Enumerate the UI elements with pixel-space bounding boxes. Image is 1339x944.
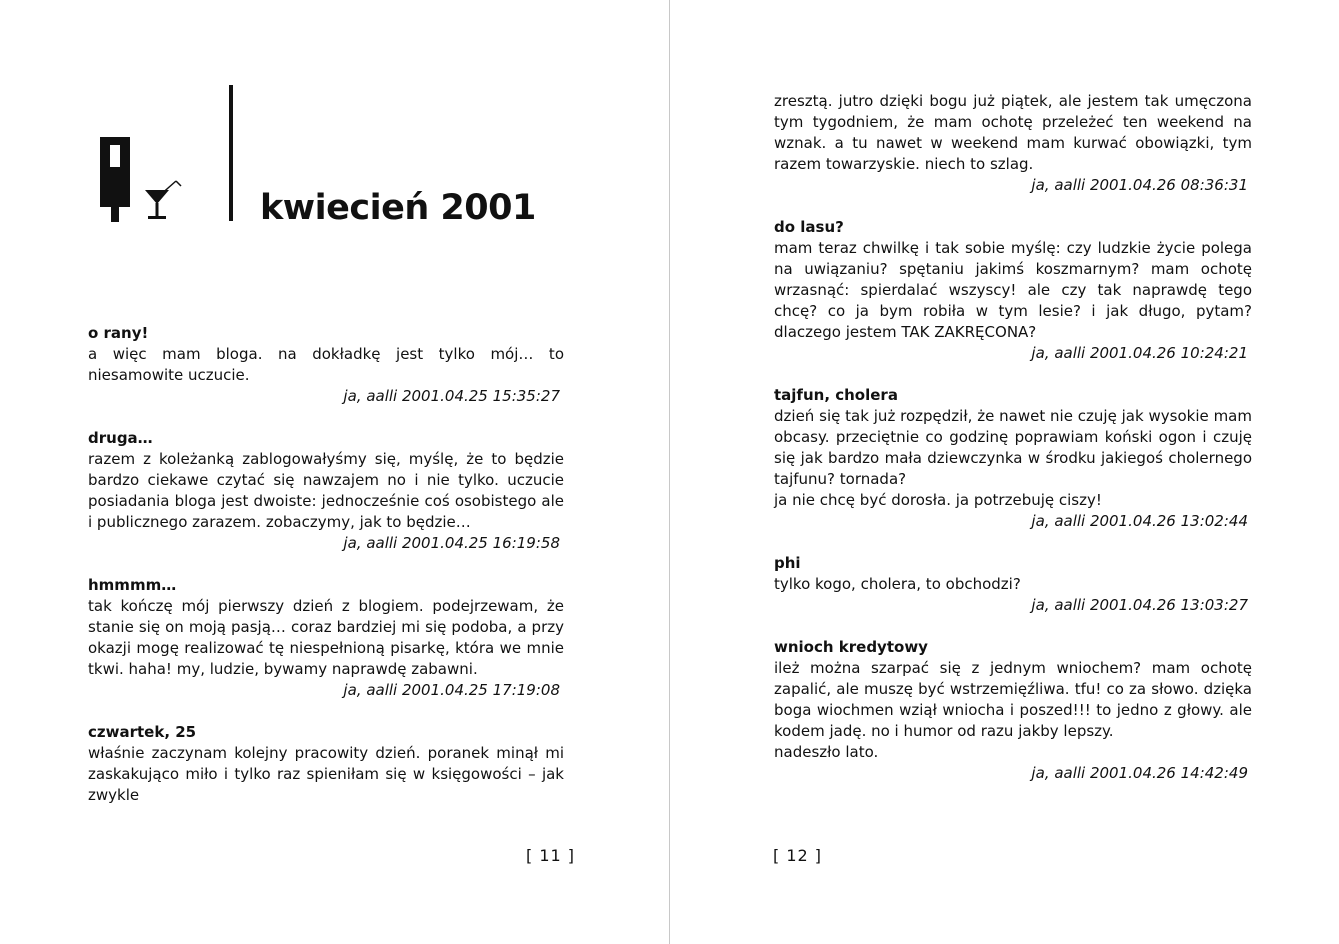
entry-text: właśnie zaczynam kolejny pracowity dzień. poranek minął mi zaskakująco miło i tylko raz spieniłam się w księgowości – jak zwykle	[88, 744, 564, 804]
header-vertical-rule	[229, 85, 233, 221]
entry-title: czwartek, 25	[88, 723, 197, 741]
blog-entry	[774, 637, 1252, 784]
entry-text: tak kończę mój pierwszy dzień z blogiem. podejrzewam, że stanie się on moją pasją… coraz bardziej mi się podoba, a przy okazji mogę realizować tę niespełnioną pisarkę, która we mnie tkwi. haha! my, ludzie, bywamy naprawdę zabawni.	[88, 597, 564, 678]
cocktail-glass-icon	[143, 178, 183, 220]
page-number: [ 12 ]	[773, 846, 823, 865]
bottle-icon	[100, 137, 130, 222]
blog-entry	[88, 575, 564, 701]
entry-text: zresztą. jutro dzięki bogu już piątek, ale jestem tak umęczona tym tygodniem, że mam ochotę przeleżeć ten weekend na wznak. a tu nawet w weekend mam kurwać obowiązki, tym razem towarzyskie. niech to szlag.	[774, 92, 1252, 173]
entry-text: ileż można szarpać się z jednym wniochem? mam ochotę zapalić, ale muszę być wstrzemięźliwa. tfu! co za słowo. dzięka boga wiochmen wziął wniocha i poszed!!! to jedno z głowy. ale kodem jadę. no i humor od razu jakby lepszy. nadeszło lato.	[774, 659, 1252, 761]
entry-title: o rany!	[88, 324, 149, 342]
entry-signature: ja, aalli 2001.04.26 13:03:27	[1031, 596, 1248, 614]
blog-entry	[774, 217, 1252, 364]
blog-entry	[88, 323, 564, 407]
entry-signature: ja, aalli 2001.04.26 14:42:49	[1031, 764, 1248, 782]
blog-entry	[88, 428, 564, 554]
entry-text: razem z koleżanką zablogowałyśmy się, myślę, że to będzie bardzo ciekawe czytać się nawzajem no i nie tylko. uczucie posiadania bloga jest dwoiste: jednocześnie coś osobistego ale i publicznego zarazem. zobaczymy, jak to będzie…	[88, 450, 564, 531]
entry-signature: ja, aalli 2001.04.26 13:02:44	[1031, 512, 1248, 530]
entry-text: mam teraz chwilkę i tak sobie myślę: czy ludzkie życie polega na uwiązaniu? spętaniu jakimś koszmarnym? mam ochotę wrzasnąć: spierdalać wszyscy! ale czy tak naprawdę tego chcę? co ja bym robiła w tym lesie? i jak długo, pytam? dlaczego jestem TAK ZAKRĘCONA?	[774, 239, 1252, 341]
blog-entry	[774, 385, 1252, 532]
blog-entry	[774, 553, 1252, 616]
blog-entry-continuation	[774, 91, 1252, 196]
page-number: [ 11 ]	[526, 846, 576, 865]
entry-signature: ja, aalli 2001.04.25 15:35:27	[343, 387, 560, 405]
entry-title: do lasu?	[774, 218, 844, 236]
entry-signature: ja, aalli 2001.04.25 17:19:08	[343, 681, 560, 699]
entry-title: druga…	[88, 429, 153, 447]
entry-text: a więc mam bloga. na dokładkę jest tylko mój… to niesamowite uczucie.	[88, 345, 564, 384]
entry-title: tajfun, cholera	[774, 386, 898, 404]
entry-title: phi	[774, 554, 801, 572]
entry-title: hmmmm…	[88, 576, 177, 594]
blog-entry	[88, 722, 564, 806]
left-column	[88, 323, 564, 827]
entry-text: dzień się tak już rozpędził, że nawet nie czuję jak wysokie mam obcasy. przeciętnie co godzinę poprawiam koński ogon i czuję się jak bardzo mała dziewczynka w środku jakiegoś cholernego tajfunu? tornada? ja nie chcę być dorosła. ja potrzebuję ciszy!	[774, 407, 1252, 509]
entry-text: tylko kogo, cholera, to obchodzi?	[774, 575, 1021, 593]
entry-signature: ja, aalli 2001.04.25 16:19:58	[343, 534, 560, 552]
chapter-title: kwiecień 2001	[260, 188, 536, 228]
left-page	[0, 0, 669, 944]
entry-title: wnioch kredytowy	[774, 638, 928, 656]
entry-signature: ja, aalli 2001.04.26 10:24:21	[1031, 344, 1248, 362]
entry-signature: ja, aalli 2001.04.26 08:36:31	[1031, 176, 1248, 194]
right-column	[774, 91, 1252, 805]
